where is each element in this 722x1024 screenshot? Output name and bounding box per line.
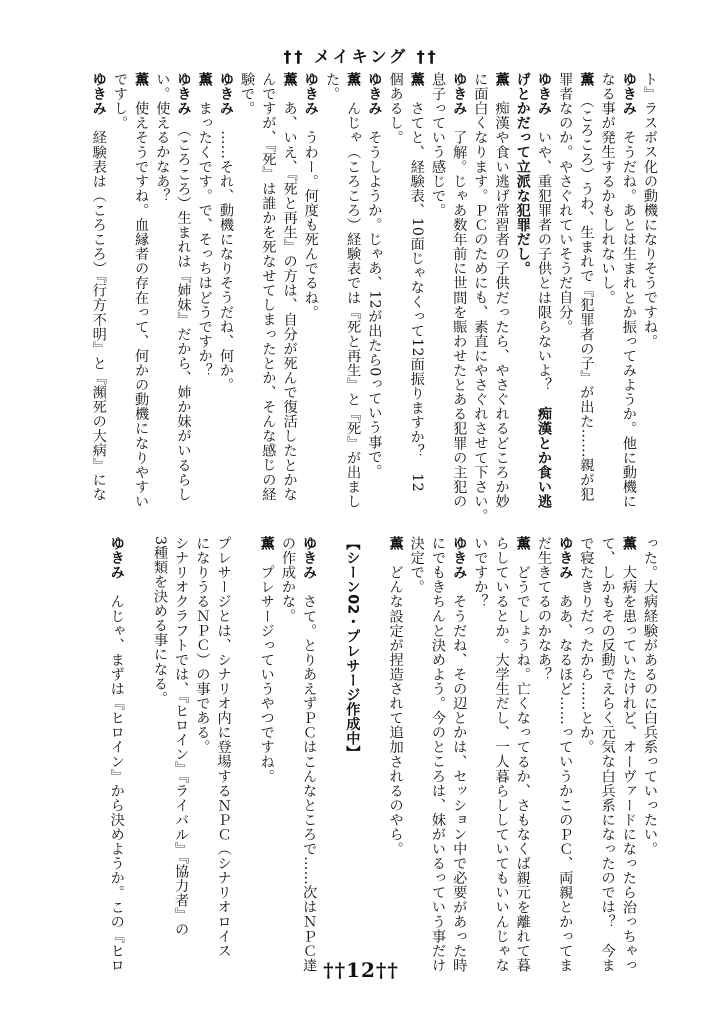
text-line xyxy=(448,536,469,973)
text-line xyxy=(427,72,448,504)
text-line xyxy=(639,536,660,956)
text-line xyxy=(596,72,617,504)
speaker-name: 薫 xyxy=(578,72,595,87)
text-line xyxy=(236,72,257,504)
speaker-name: 薫 xyxy=(281,72,298,87)
line-text: ああ、なるほど……っていうかこのＰＣ、両親とかってま xyxy=(557,594,574,973)
text-line xyxy=(170,536,191,956)
line-text: （ころころ）生まれは『姉妹』だから、姉か妹がいるらし xyxy=(175,130,192,502)
text-line xyxy=(618,536,639,973)
text-line xyxy=(384,536,405,956)
line-text: プレサージっていうやつですね。 xyxy=(258,565,275,784)
line-text: 験で。 xyxy=(239,72,256,116)
line-text: さてと、経験表、10面じゃなくって12面振りますか？ 12 xyxy=(408,101,425,493)
page-number: ††12†† xyxy=(323,958,399,982)
speaker-name: ゆきみ xyxy=(217,72,234,116)
text-line xyxy=(406,72,427,504)
text-line xyxy=(278,72,299,504)
line-text: にでもきちんと決めよう。今のところは、妹がいるっていう事だけ xyxy=(429,536,446,973)
speaker-name: ゆきみ xyxy=(451,72,468,116)
text-line xyxy=(533,536,554,956)
speaker-name: ゆきみ xyxy=(90,72,107,116)
line-text: どうでしょうね。亡くなってるか、さもなくば親元を離れて暮 xyxy=(514,565,531,973)
line-text: 痴漢や食い逃げ常習者の子供だったら、やさぐれるどころか妙 xyxy=(493,101,510,509)
line-text: 大病を患っていたけれど、オーヴァードになったら治っちゃっ xyxy=(620,565,637,973)
text-line xyxy=(257,72,278,504)
line-text: いですか？ xyxy=(472,536,489,609)
speaker-name: ゆきみ xyxy=(175,72,192,116)
text-line xyxy=(191,536,212,956)
speaker-name: 薫 xyxy=(620,536,637,551)
line-text: の作成かな。 xyxy=(279,536,296,624)
speaker-name: 薫 xyxy=(408,72,425,87)
text-line xyxy=(130,72,151,509)
line-text: 経験表は（ころころ）『行方不明』と『瀕死の大病』にな xyxy=(90,130,107,502)
text-line xyxy=(533,72,554,509)
text-line xyxy=(427,536,448,973)
text-line xyxy=(212,536,233,956)
column-gap xyxy=(319,536,341,956)
line-text: んじゃ（ころころ）経験表では『死と再生』と『死』が出まし xyxy=(345,101,362,509)
speaker-name: 薫 xyxy=(196,72,213,87)
line-text: 3種類を決める事になる。 xyxy=(151,536,168,706)
line-text: に面白くなります。ＰＣのためにも、素直にやさぐれさせて下さい。 xyxy=(472,72,489,524)
line-text: 罪者なのか。やさぐれていそうだ自分。 xyxy=(557,72,574,334)
text-line xyxy=(554,536,575,973)
text-line xyxy=(277,536,298,956)
line-text: んですが、『死』は誰かを死なせてしまったとか、そんな感じの経 xyxy=(260,72,277,502)
speaker-name: ゆきみ xyxy=(301,536,318,580)
speaker-name: ゆきみ xyxy=(557,536,574,580)
text-line xyxy=(512,536,533,973)
page-header: †† メイキング †† xyxy=(283,47,439,66)
text-line xyxy=(300,72,321,504)
bold-text: 痴漢とか食い逃 xyxy=(535,406,552,509)
text-line xyxy=(639,72,660,504)
text-line xyxy=(149,536,170,956)
line-text: いや、重犯罪者の子供とは限らないよ？ xyxy=(535,130,552,393)
text-line xyxy=(256,536,277,956)
text-line xyxy=(298,536,319,973)
line-text: い。使えるかなあ？ xyxy=(154,72,171,203)
line-text: ですし。 xyxy=(111,72,128,131)
text-line xyxy=(490,536,511,973)
speaker-name: ゆきみ xyxy=(620,72,637,116)
text-line xyxy=(575,536,596,956)
speaker-name: 薫 xyxy=(514,536,531,551)
line-text: あ、いえ、『死と再生』の方は、自分が死んで復活したとかな xyxy=(281,101,298,502)
text-line xyxy=(151,72,172,504)
line-text: ……それ、動機になりそうだね、何か。 xyxy=(217,130,234,393)
bold-text: げとかだって立派な犯罪だし。 xyxy=(514,72,531,276)
line-text: 了解。じゃあ数年前に世間を賑わせたとある犯罪の主犯の xyxy=(451,130,468,509)
line-text: った。大病経験があるのに白兵系っていったい。 xyxy=(642,536,658,857)
column-gap xyxy=(234,536,256,956)
line-text: 使えそうですね。血縁者の存在って、何かの動機になりやすい xyxy=(133,101,150,509)
speaker-name: ゆきみ xyxy=(366,72,383,116)
top-text-block xyxy=(88,72,660,524)
line-text: んじゃ、まずは『ヒロイン』から決めようか。この『ヒロ xyxy=(108,594,125,973)
speaker-name: ゆきみ xyxy=(535,72,552,116)
line-text: 決定で。 xyxy=(408,536,425,595)
text-line xyxy=(469,536,490,956)
section-heading: 【シーン02・プレサージ作成中】 xyxy=(344,536,361,761)
speaker-name: ゆきみ xyxy=(108,536,125,580)
text-line xyxy=(109,72,130,504)
text-line xyxy=(88,72,109,504)
text-line xyxy=(342,72,363,509)
text-line xyxy=(215,72,236,504)
text-line xyxy=(406,536,427,956)
line-text: そうだね。あとは生まれとか振ってみようか。他に動機に xyxy=(620,130,637,509)
text-line xyxy=(172,72,193,504)
text-line xyxy=(596,536,617,973)
line-text: だ生きてるのかなあ？ xyxy=(535,536,552,682)
text-line xyxy=(194,72,215,504)
line-text: そうだね、その辺とかは、セッション中で必要があった時 xyxy=(451,594,468,973)
speaker-name: 薫 xyxy=(387,536,404,551)
line-text: ト』ラスボス化の動機になりそうですね。 xyxy=(642,72,658,349)
text-line xyxy=(512,72,533,504)
line-text: 息子っていう感じで。 xyxy=(429,72,446,218)
line-text: プレサージとは、シナリオ内に登場するＮＰＣ（シナリオロイス xyxy=(215,536,232,958)
speaker-name: ゆきみ xyxy=(302,72,319,116)
line-text: なる事が発生するかもしれないし。 xyxy=(599,72,616,305)
speaker-name: 薫 xyxy=(133,72,150,87)
line-text: どんな設定が捏造されて追加されるのやら。 xyxy=(387,565,404,857)
line-text: で寝たきりだったから……とか。 xyxy=(578,536,595,755)
speaker-name: ゆきみ xyxy=(451,536,468,580)
text-line xyxy=(363,72,384,504)
line-text: らしているとか。大学生だし、一人暮らししていてもいいんじゃな xyxy=(493,536,510,973)
text-line xyxy=(575,72,596,504)
line-text: まったくです。で、そっちはどうですか？ xyxy=(196,101,213,378)
line-text: て、しかもその反動でえらく元気な白兵系になったのでは？ 今ま xyxy=(599,536,616,973)
line-text: になりうるＮＰＣ）の事である。 xyxy=(194,536,211,755)
line-text: そうしようか。じゃあ、12が出たら0っていう事で。 xyxy=(366,130,383,479)
line-text: さて。とりあえずＰＣはこんなところで……次はＮＰＣ達 xyxy=(301,594,318,973)
text-line xyxy=(384,72,405,504)
text-line xyxy=(321,72,342,504)
line-text: 個あるし。 xyxy=(387,72,404,145)
line-text: シナリオクラフトでは、『ヒロイン』『ライバル』『協力者』の xyxy=(173,536,190,937)
text-line xyxy=(448,72,469,509)
text-line xyxy=(469,72,490,524)
speaker-name: 薫 xyxy=(493,72,510,87)
text-line xyxy=(106,536,127,973)
text-line xyxy=(554,72,575,504)
line-text: た。 xyxy=(323,72,340,102)
speaker-name: 薫 xyxy=(258,536,275,551)
line-text: （ころころ）うわ、生まれで『犯罪者の子』が出た……親が犯 xyxy=(578,101,595,502)
text-line xyxy=(490,72,511,509)
column-gap xyxy=(127,536,149,956)
column-gap xyxy=(362,536,384,956)
text-line xyxy=(618,72,639,509)
speaker-name: 薫 xyxy=(345,72,362,87)
line-text: うわー。何度も死んでるね。 xyxy=(302,130,319,320)
